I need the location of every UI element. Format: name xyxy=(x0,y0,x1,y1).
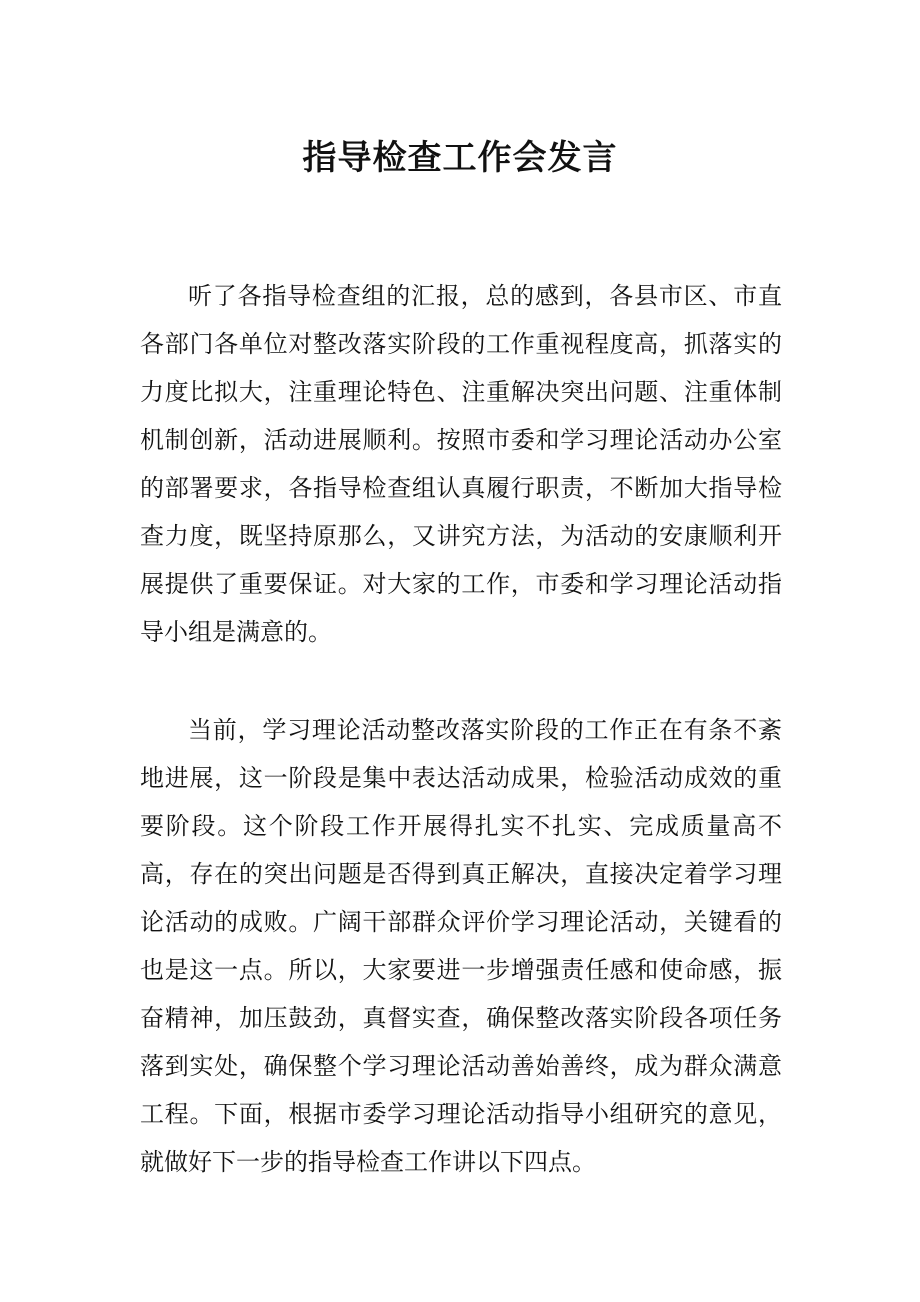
body-paragraph-1: 听了各指导检查组的汇报，总的感到，各县市区、市直各部门各单位对整改落实阶段的工作重视程度高，抓落实的力度比拟大，注重理论特色、注重解决突出问题、注重体制机制创新，活动进展顺利。按照市委和学习理论活动办公室的部署要求，各指导检查组认真履行职责，不断加大指导检查力度，既坚持原那么，又讲究方法，为活动的安康顺利开展提供了重要保证。对大家的工作，市委和学习理论活动指导小组是满意的。 xyxy=(140,282,782,646)
document-title: 指导检查工作会发言 xyxy=(302,137,618,178)
body-paragraph-2: 当前，学习理论活动整改落实阶段的工作正在有条不紊地进展，这一阶段是集中表达活动成果，检验活动成效的重要阶段。这个阶段工作开展得扎实不扎实、完成质量高不高，存在的突出问题是否得到真正解决，直接决定着学习理论活动的成败。广阔干部群众评价学习理论活动，关键看的也是这一点。所以，大家要进一步增强责任感和使命感，振奋精神，加压鼓劲，真督实查，确保整改落实阶段各项任务落到实处，确保整个学习理论活动善始善终，成为群众满意工程。下面，根据市委学习理论活动指导小组研究的意见，就做好下一步的指导检查工作讲以下四点。 xyxy=(140,716,782,1176)
